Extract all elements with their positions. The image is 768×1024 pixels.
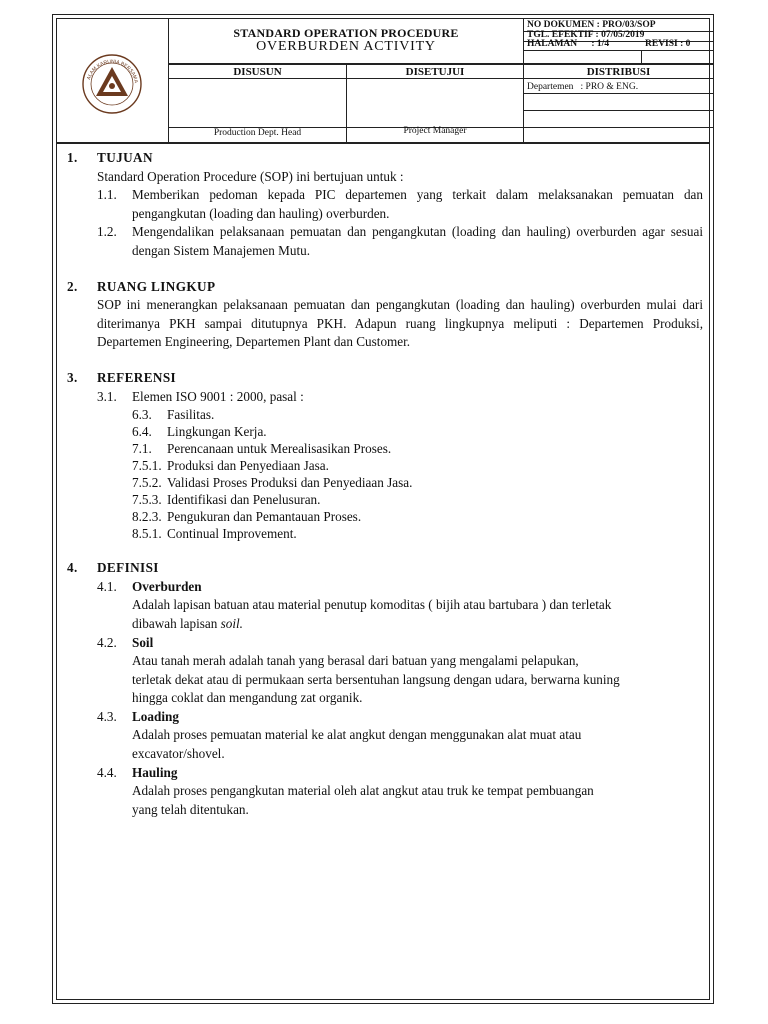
section-definisi xyxy=(67,559,703,819)
definition-term: 4.1. Overburden xyxy=(97,578,202,594)
section-heading: 4. DEFINISI xyxy=(67,560,159,576)
section-ruang-lingkup xyxy=(67,278,703,352)
reference-item: 7.5.3. Identifikasi dan Penelusuran. xyxy=(132,492,321,508)
definition-text: Adalah proses pemuatan material ke alat angkut dengan menggunakan alat muat atau excavator/shovel. xyxy=(132,727,582,762)
definition-term: 4.2. Soil xyxy=(97,634,154,650)
prepared-header: DISUSUN xyxy=(233,66,282,78)
logo-cell xyxy=(57,19,169,142)
section-heading: 3. REFERENSI xyxy=(67,369,177,385)
prepared-signatory: Production Dept. Head xyxy=(213,128,302,138)
section-heading: 2. RUANG LINGKUP xyxy=(67,278,216,294)
reference-item: 7.1. Perencanaan untuk Merealisasikan Proses. xyxy=(132,441,392,457)
section-intro: Standard Operation Procedure (SOP) ini bertujuan untuk : xyxy=(97,168,404,184)
reference-item: 8.2.3. Pengukuran dan Pemantauan Proses. xyxy=(132,509,362,525)
doc-number: NO DOKUMEN : PRO/03/SOP xyxy=(527,20,656,30)
reference-item: 6.4. Lingkungan Kerja. xyxy=(132,424,267,440)
reference-item: 7.5.2. Validasi Proses Produksi dan Penyediaan Jasa. xyxy=(132,475,413,491)
definition-term: 4.4. Hauling xyxy=(97,764,178,780)
section-tujuan xyxy=(67,149,703,261)
definition-text: Adalah proses pengangkutan material oleh alat angkut atau truk ke tempat pembuangan yang telah ditentukan. xyxy=(132,783,594,817)
definition-text: Atau tanah merah adalah tanah yang berasal dari batuan yang mengalami pelapukan, terletak dekat atau di permukaan serta bersentuhan langsung dengan udara, berwarna kuning hingga coklat dan mengandung zat organik. xyxy=(132,653,620,706)
revision: REVISI : 0 xyxy=(645,39,691,49)
company-logo xyxy=(81,53,143,115)
reference-item: 7.5.1. Produksi dan Penyediaan Jasa. xyxy=(132,458,329,474)
effective-date: TGL. EFEKTIF : 07/05/2019 xyxy=(527,30,645,40)
approved-signatory: Project Manager xyxy=(403,126,467,136)
section-heading: 1. TUJUAN xyxy=(67,150,153,165)
document-page xyxy=(52,14,714,1004)
sop-subtitle: OVERBURDEN ACTIVITY xyxy=(256,39,436,54)
sop-title: STANDARD OPERATION PROCEDURE xyxy=(233,26,459,40)
svg-text:ALAM KARUNIA BERSAMA: ALAM KARUNIA BERSAMA xyxy=(85,58,139,84)
header-table xyxy=(57,19,709,144)
reference-item: 8.5.1. Continual Improvement. xyxy=(132,526,297,542)
definition-term: 4.3. Loading xyxy=(97,708,179,724)
approved-header: DISETUJUI xyxy=(405,66,465,78)
list-item: 3.1. Elemen ISO 9001 : 2000, pasal : xyxy=(97,388,304,404)
section-referensi xyxy=(67,369,703,542)
distribution-header: DISTRIBUSI xyxy=(586,66,651,78)
distribution-value: Departemen : PRO & ENG. xyxy=(527,82,639,92)
list-item: 1.1. Memberikan pedoman kepada PIC departemen yang terkait dalam melaksanakan pemuatan dan pengangkutan (loading dan hauling) overburden. xyxy=(97,187,703,221)
list-item: 1.2. Mengendalikan pelaksanaan pemuatan dan pengangkutan (loading dan hauling) overburden agar sesuai dengan Sistem Manajemen Mutu. xyxy=(97,224,703,258)
document-body xyxy=(67,149,703,836)
reference-item: 6.3. Fasilitas. xyxy=(132,407,215,423)
page-number: HALAMAN : 1/4 xyxy=(527,39,610,49)
section-text: SOP ini menerangkan pelaksanaan pemuatan dan pengangkutan (loading dan hauling) overburden mulai dari diterimanya PKH sampai ditutupnya PKH. Adapun ruang lingkupnya meliputi : Departemen Produksi, Departemen Engineering, Departemen Plant dan Customer. xyxy=(97,297,703,350)
definition-text: Adalah lapisan batuan atau material penutup komoditas ( bijih atau bartubara ) dan terletak dibawah lapisan soil. xyxy=(132,597,612,631)
document-frame xyxy=(56,18,710,1000)
